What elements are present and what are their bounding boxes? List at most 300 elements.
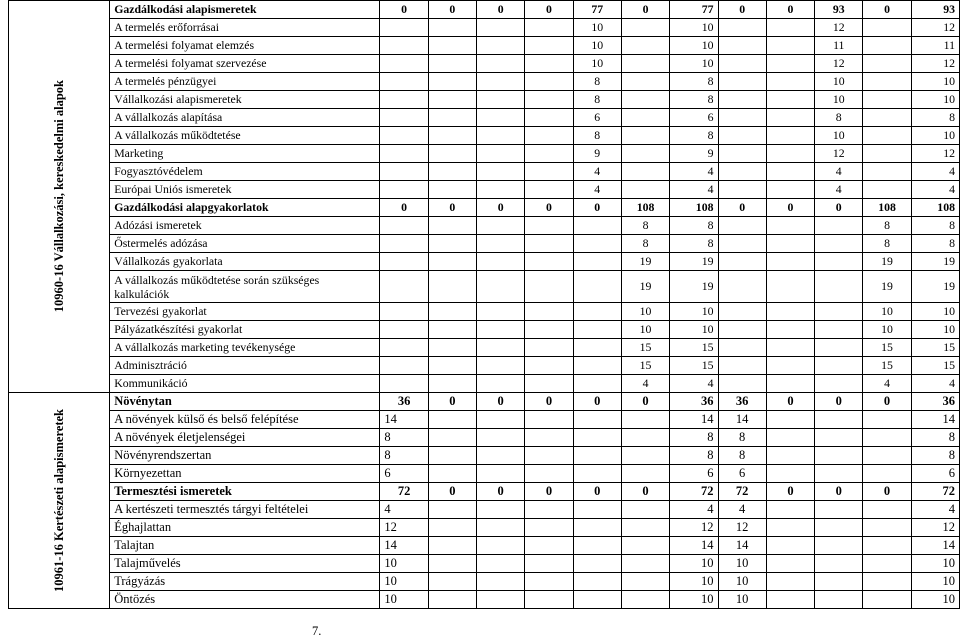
hour-cell: 4 [573,181,621,199]
hour-cell [621,181,669,199]
hour-cell [428,519,476,537]
hour-cell [428,109,476,127]
hour-cell [477,37,525,55]
hour-cell: 0 [815,199,863,217]
row-name: Környezettan [110,465,380,483]
hour-cell [621,37,669,55]
hour-cell: 0 [573,199,621,217]
hour-cell [428,271,476,303]
table-row [9,303,960,321]
row-name: Növénytan [110,393,380,411]
hour-cell [380,253,428,271]
hour-cell [428,163,476,181]
module-label-cell [9,1,110,393]
hour-cell: 15 [911,339,959,357]
table-row [9,591,960,609]
hour-cell [815,447,863,465]
row-name: A termelés erőforrásai [110,19,380,37]
hour-cell: 72 [718,483,766,501]
hour-cell [525,271,573,303]
hour-cell: 10 [670,19,718,37]
hour-cell [428,573,476,591]
hour-cell [428,127,476,145]
hour-cell: 4 [911,375,959,393]
row-name: A kertészeti termesztés tárgyi feltételei [110,501,380,519]
hour-cell: 10 [573,55,621,73]
hour-cell: 0 [766,393,814,411]
hour-cell [380,217,428,235]
row-name: Növényrendszertan [110,447,380,465]
hour-cell [525,501,573,519]
hour-cell [428,253,476,271]
hour-cell [525,375,573,393]
hour-cell [766,109,814,127]
hour-cell: 10 [670,37,718,55]
hour-cell [863,181,911,199]
hour-cell [718,19,766,37]
page-number: 7. [312,624,322,638]
hour-cell: 4 [670,181,718,199]
hour-cell [380,163,428,181]
row-name: Termesztési ismeretek [110,483,380,501]
hour-cell [863,73,911,91]
hour-cell [525,447,573,465]
hour-cell [428,375,476,393]
hour-cell [477,591,525,609]
hour-cell [428,73,476,91]
hour-cell [428,537,476,555]
hour-cell: 0 [477,483,525,501]
hour-cell [380,271,428,303]
hour-cell: 6 [573,109,621,127]
hour-cell [428,145,476,163]
row-name: A vállalkozás működtetése [110,127,380,145]
hour-cell: 12 [718,519,766,537]
hour-cell [380,73,428,91]
row-name: A növények életjelenségei [110,429,380,447]
hour-cell: 14 [670,411,718,429]
hour-cell [621,573,669,591]
hour-cell [621,73,669,91]
hour-cell [477,181,525,199]
module-label: 10961-16 Kertészeti alapismeretek [51,408,66,593]
hour-cell: 11 [815,37,863,55]
hour-cell: 14 [911,411,959,429]
hour-cell: 15 [863,339,911,357]
hour-cell [766,91,814,109]
table-row [9,501,960,519]
hour-cell: 10 [815,127,863,145]
hour-cell [525,555,573,573]
row-name: A termelési folyamat szervezése [110,55,380,73]
hour-cell [718,127,766,145]
hour-cell [380,339,428,357]
hour-cell [766,19,814,37]
hour-cell [815,253,863,271]
hour-cell [863,411,911,429]
hour-cell: 12 [815,19,863,37]
hour-cell: 0 [380,1,428,19]
hour-cell: 36 [670,393,718,411]
hour-cell: 0 [621,1,669,19]
hour-cell [863,19,911,37]
hour-cell [863,163,911,181]
table-row [9,357,960,375]
hour-cell: 19 [863,271,911,303]
hour-cell: 0 [428,483,476,501]
hour-cell: 8 [815,109,863,127]
row-name: Tervezési gyakorlat [110,303,380,321]
hour-cell [766,55,814,73]
hour-cell [766,145,814,163]
hour-cell [718,235,766,253]
hour-cell [718,357,766,375]
hour-cell [525,465,573,483]
hour-cell [863,37,911,55]
hour-cell [525,411,573,429]
hour-cell [477,501,525,519]
hour-cell: 0 [718,1,766,19]
row-name: A növények külső és belső felépítése [110,411,380,429]
hour-cell: 19 [863,253,911,271]
table-row [9,271,960,303]
hour-cell [621,19,669,37]
hour-cell [477,555,525,573]
hour-cell [863,127,911,145]
hour-cell [815,411,863,429]
hour-cell: 0 [477,393,525,411]
hour-cell [815,271,863,303]
hour-cell [428,357,476,375]
table-row [9,555,960,573]
hour-cell: 10 [911,591,959,609]
table-row [9,465,960,483]
hour-cell [380,37,428,55]
hour-cell: 0 [380,199,428,217]
hour-cell [766,375,814,393]
hour-cell [621,537,669,555]
table-row-subject [9,483,960,501]
hour-cell [766,465,814,483]
hour-cell: 4 [621,375,669,393]
table-row [9,181,960,199]
hour-cell [428,321,476,339]
row-name: Gazdálkodási alapgyakorlatok [110,199,380,217]
hour-cell: 0 [428,1,476,19]
hour-cell: 0 [525,1,573,19]
hour-cell [718,163,766,181]
hour-cell: 11 [911,37,959,55]
hour-cell [621,163,669,181]
hour-cell: 4 [380,501,428,519]
row-name: Talajtan [110,537,380,555]
hour-cell [766,555,814,573]
row-name: Európai Uniós ismeretek [110,181,380,199]
hour-cell [718,181,766,199]
hour-cell [525,109,573,127]
hour-cell [766,181,814,199]
hour-cell: 9 [670,145,718,163]
hour-cell [815,235,863,253]
hour-cell: 72 [670,483,718,501]
hour-cell [477,429,525,447]
hour-cell [863,145,911,163]
hour-cell: 15 [670,357,718,375]
row-name: Öntözés [110,591,380,609]
table-row [9,235,960,253]
hour-cell: 108 [670,199,718,217]
hour-cell: 36 [380,393,428,411]
hour-cell: 4 [911,181,959,199]
hour-cell [525,73,573,91]
hour-cell: 8 [718,429,766,447]
hour-cell: 19 [911,271,959,303]
hour-cell [621,447,669,465]
hour-cell: 10 [718,555,766,573]
hour-cell: 108 [863,199,911,217]
hour-cell [815,321,863,339]
hour-cell [718,145,766,163]
table-row [9,109,960,127]
hour-cell [380,375,428,393]
hour-cell [573,537,621,555]
hour-cell [718,91,766,109]
hour-cell [766,37,814,55]
hour-cell [525,339,573,357]
table-row [9,339,960,357]
hour-cell [766,429,814,447]
hour-cell: 10 [380,591,428,609]
hour-cell: 0 [477,1,525,19]
hour-cell [573,303,621,321]
hour-cell [718,321,766,339]
table-row-subject [9,199,960,217]
hour-cell: 6 [380,465,428,483]
hour-cell: 4 [863,375,911,393]
hour-cell [863,55,911,73]
row-name: A vállalkozás alapítása [110,109,380,127]
hour-cell [428,429,476,447]
hour-cell: 8 [718,447,766,465]
hour-cell [573,235,621,253]
hour-cell: 10 [911,91,959,109]
hour-cell: 10 [380,555,428,573]
hour-cell: 6 [670,109,718,127]
hour-cell: 8 [670,91,718,109]
hour-cell [766,411,814,429]
hour-cell [380,303,428,321]
hour-cell: 0 [621,393,669,411]
hour-cell: 14 [670,537,718,555]
hour-cell [766,339,814,357]
hour-cell [863,537,911,555]
hour-cell: 19 [670,271,718,303]
hour-cell [815,501,863,519]
hour-cell: 0 [621,483,669,501]
hour-cell [477,465,525,483]
row-name: Fogyasztóvédelem [110,163,380,181]
hour-cell: 8 [670,217,718,235]
module-label: 10960-16 Vállalkozási, kereskedelmi alapok [51,80,66,313]
hour-cell [477,303,525,321]
hour-cell [863,573,911,591]
hour-cell: 36 [718,393,766,411]
hour-cell: 0 [863,393,911,411]
hour-cell [380,91,428,109]
hour-cell: 8 [380,447,428,465]
row-name: Őstermelés adózása [110,235,380,253]
hour-cell: 4 [815,181,863,199]
hour-cell [477,163,525,181]
table-row [9,73,960,91]
hour-cell: 8 [621,235,669,253]
hour-cell: 72 [911,483,959,501]
hour-cell [621,55,669,73]
hour-cell [573,357,621,375]
table-row [9,537,960,555]
hour-cell: 12 [911,145,959,163]
hour-cell [621,145,669,163]
hour-cell [428,303,476,321]
hour-cell [766,217,814,235]
row-name: A vállalkozás működtetése során szükséges kalkulációk [110,271,380,303]
hour-cell: 8 [863,235,911,253]
hour-cell: 8 [621,217,669,235]
row-name: Talajművelés [110,555,380,573]
hour-cell: 8 [670,73,718,91]
row-name: Gazdálkodási alapismeretek [110,1,380,19]
hour-cell [525,235,573,253]
hour-cell [477,217,525,235]
hour-cell [815,339,863,357]
hour-cell [477,91,525,109]
hour-cell [718,109,766,127]
hour-cell: 19 [621,253,669,271]
hour-cell: 108 [911,199,959,217]
hour-cell [477,73,525,91]
hour-cell [477,519,525,537]
hour-cell [718,375,766,393]
hour-cell [477,145,525,163]
hour-cell [815,573,863,591]
table-row [9,321,960,339]
hour-cell [573,555,621,573]
hour-cell: 0 [815,393,863,411]
hour-cell: 10 [621,303,669,321]
hour-cell [766,235,814,253]
hour-cell [525,519,573,537]
hour-cell [428,181,476,199]
hour-cell: 8 [573,73,621,91]
hour-cell: 8 [911,109,959,127]
hour-cell [766,357,814,375]
hour-cell [718,73,766,91]
hour-cell [525,537,573,555]
hour-cell: 12 [815,55,863,73]
hour-cell: 19 [621,271,669,303]
hour-cell: 0 [525,483,573,501]
hour-cell [525,591,573,609]
hour-cell [815,555,863,573]
hour-cell: 14 [718,411,766,429]
hour-cell [621,109,669,127]
hour-cell [428,91,476,109]
hour-cell: 93 [815,1,863,19]
hour-cell [380,181,428,199]
hour-cell: 14 [718,537,766,555]
row-name: Adminisztráció [110,357,380,375]
table-row [9,127,960,145]
hour-cell: 0 [815,483,863,501]
hour-cell [621,591,669,609]
hour-cell: 14 [911,537,959,555]
hour-cell: 10 [863,303,911,321]
hour-cell: 0 [573,483,621,501]
hour-cell [525,145,573,163]
hour-cell [766,573,814,591]
hour-cell [380,357,428,375]
hour-cell [573,271,621,303]
hour-cell: 10 [718,573,766,591]
hour-cell: 14 [380,537,428,555]
hour-cell: 0 [863,1,911,19]
row-name: Vállalkozási alapismeretek [110,91,380,109]
hour-cell: 10 [863,321,911,339]
hour-cell: 8 [670,447,718,465]
hour-cell: 9 [573,145,621,163]
hour-cell: 4 [718,501,766,519]
hour-cell [766,591,814,609]
hour-cell [573,321,621,339]
hour-cell [380,19,428,37]
hour-cell: 10 [380,573,428,591]
hour-cell [766,519,814,537]
hour-cell: 8 [573,127,621,145]
hour-cell [380,321,428,339]
hour-cell: 10 [573,37,621,55]
hour-cell [477,127,525,145]
hour-cell: 4 [670,501,718,519]
hour-cell [621,555,669,573]
hour-cell [815,429,863,447]
hour-cell [863,91,911,109]
table-row [9,37,960,55]
row-name: Trágyázás [110,573,380,591]
hour-cell: 4 [911,163,959,181]
hour-cell [718,217,766,235]
hour-cell [766,501,814,519]
hour-cell [380,145,428,163]
hour-cell [573,217,621,235]
hour-cell: 4 [670,375,718,393]
hour-cell [766,537,814,555]
hour-cell: 10 [911,321,959,339]
hour-cell [380,109,428,127]
hour-cell: 10 [911,573,959,591]
row-name: Kommunikáció [110,375,380,393]
hour-cell [477,235,525,253]
hour-cell: 12 [380,519,428,537]
hour-cell [621,519,669,537]
hour-cell [621,429,669,447]
hour-cell [380,235,428,253]
hour-cell [621,501,669,519]
table-row [9,217,960,235]
table-row [9,163,960,181]
hour-cell: 10 [670,591,718,609]
hour-cell [428,339,476,357]
hour-cell: 0 [428,199,476,217]
